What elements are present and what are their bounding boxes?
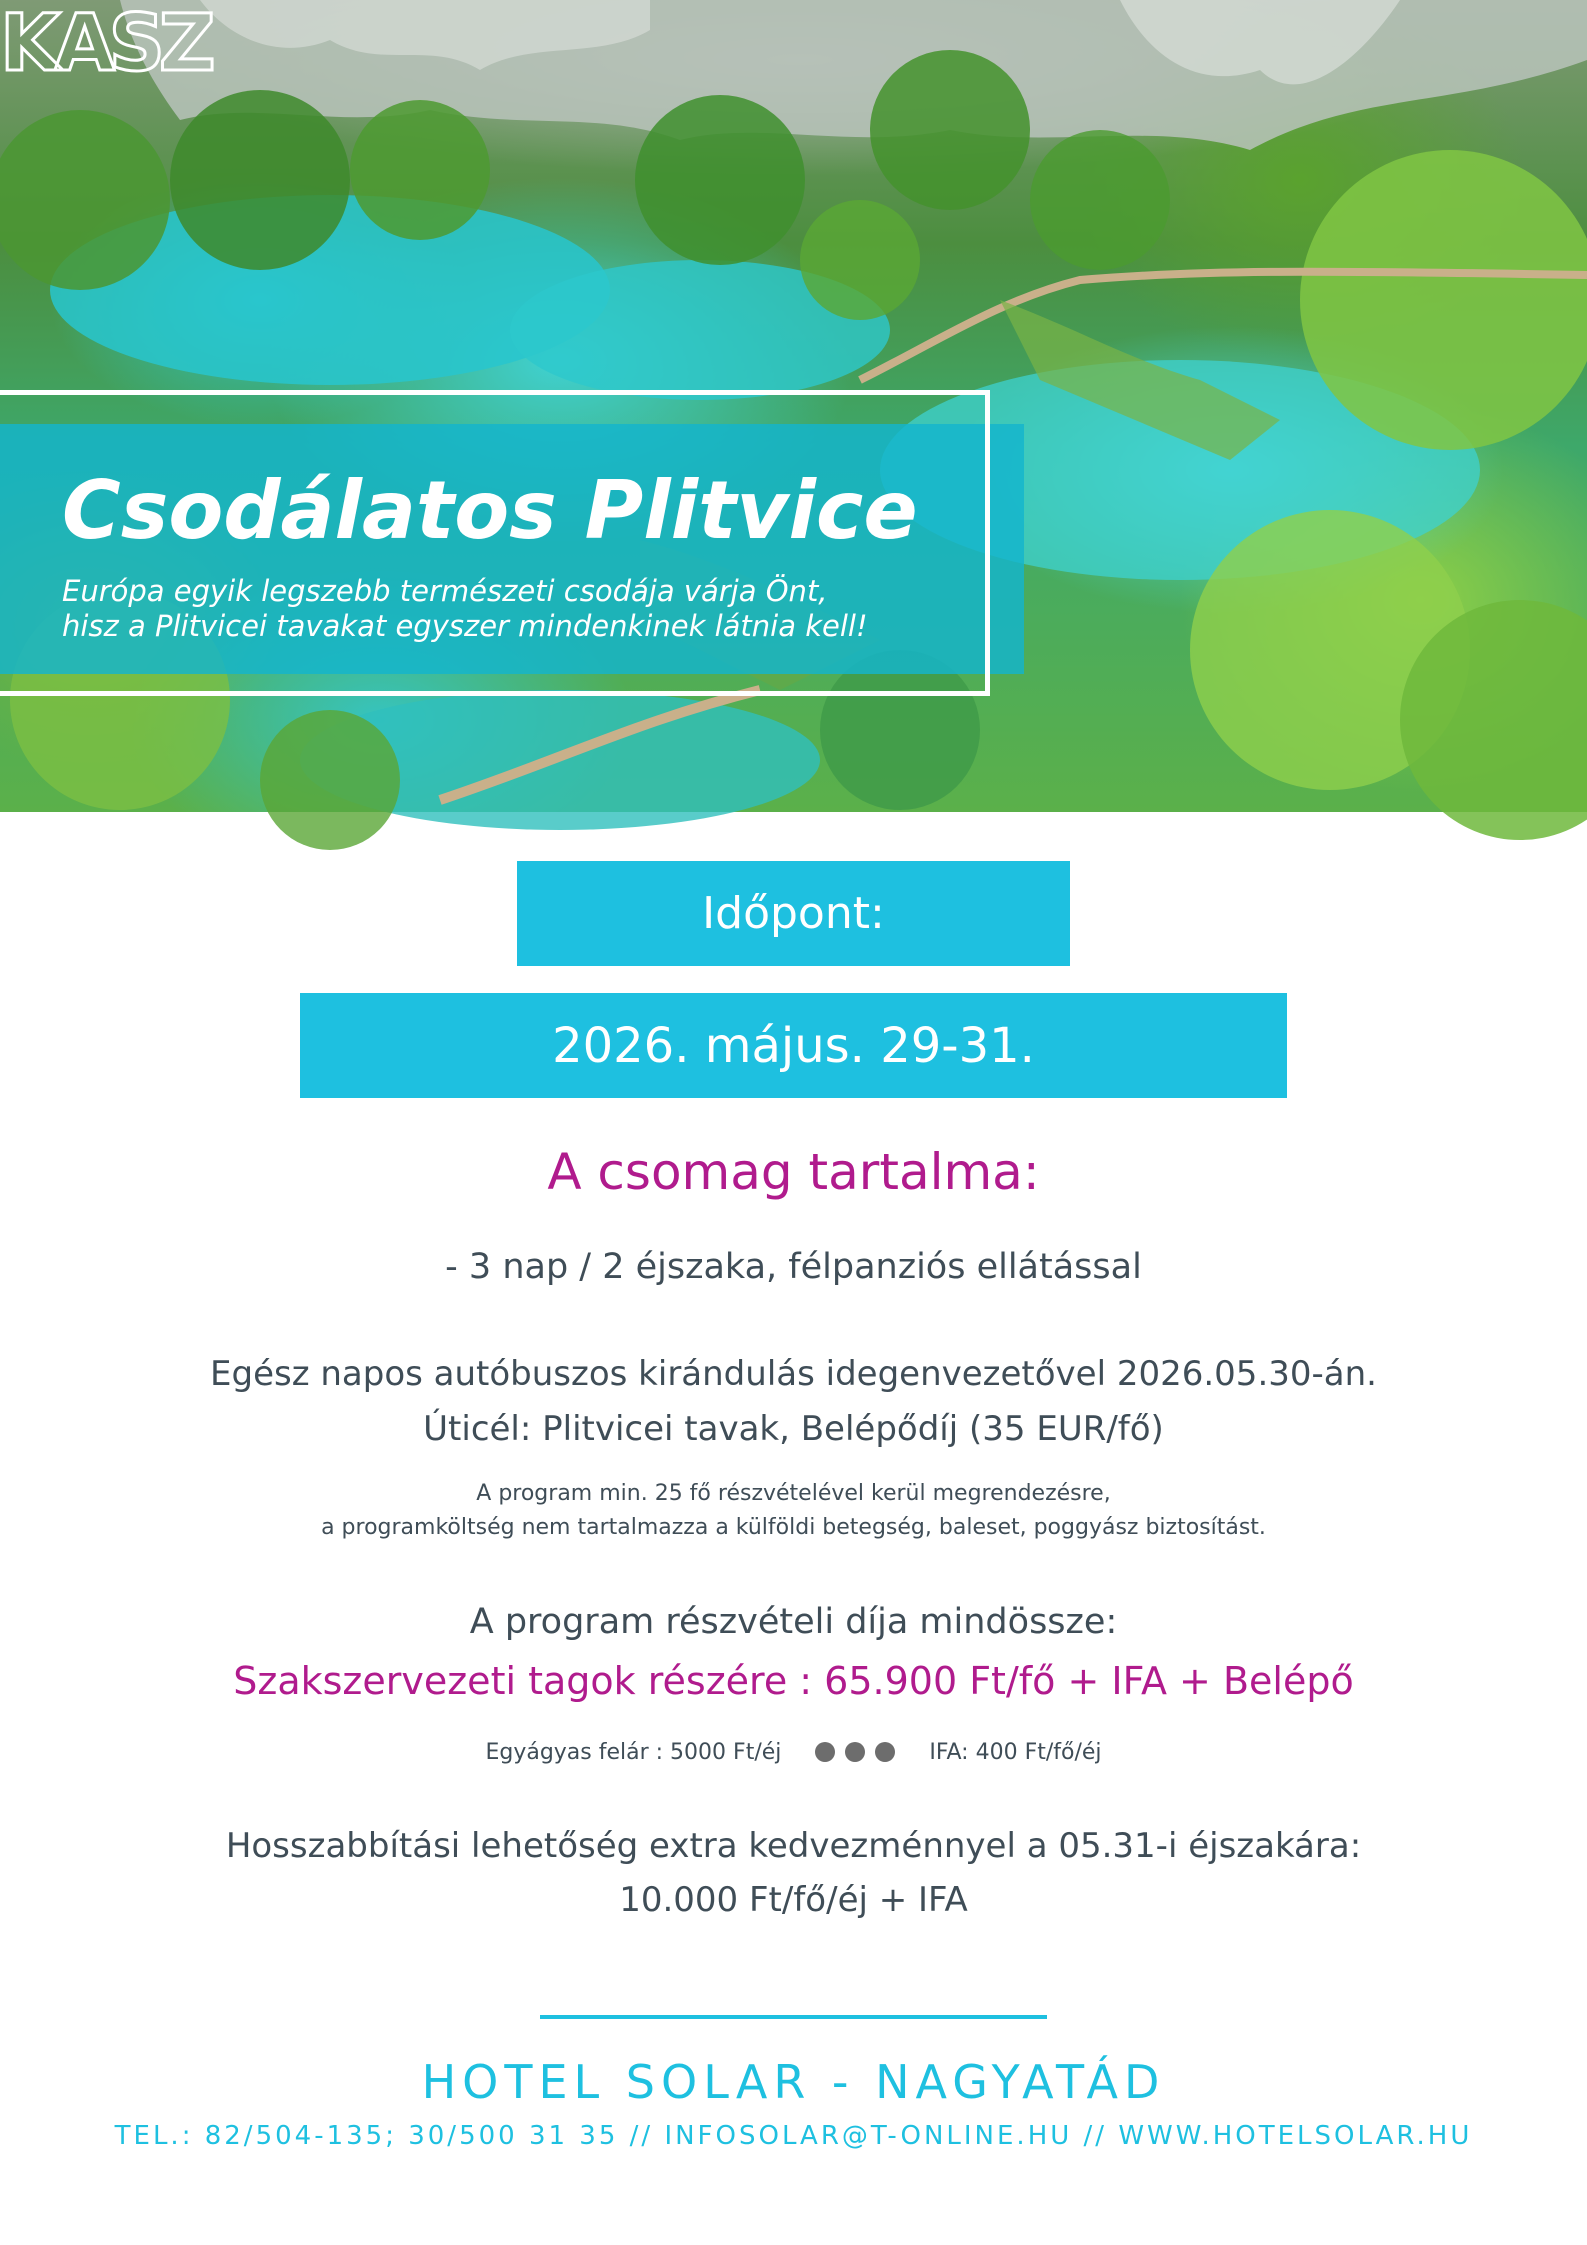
hero-subtitle-line: hisz a Plitvicei tavakat egyszer mindenkinek látnia kell! <box>62 609 868 643</box>
contact-info: TEL.: 82/504-135; 30/500 31 35 // INFOSOLAR@T-ONLINE.HU // WWW.HOTELSOLAR.HU <box>114 2121 1473 2151</box>
separator-dots <box>815 1742 895 1762</box>
kasz-logo <box>0 0 210 89</box>
package-note-minimum: A program min. 25 fő részvételével kerül megrendezésre, <box>476 1481 1111 1506</box>
dot-icon <box>815 1742 835 1762</box>
package-note-insurance: a programköltség nem tartalmazza a külföldi betegség, baleset, poggyász biztosítást. <box>321 1515 1266 1540</box>
single-supplement: Egyágyas felár : 5000 Ft/éj <box>485 1739 782 1765</box>
package-line-stay: - 3 nap / 2 éjszaka, félpanziós ellátással <box>445 1247 1142 1287</box>
member-price: Szakszervezeti tagok részére : 65.900 Ft/fő + IFA + Belépő <box>233 1659 1354 1703</box>
extension-price: 10.000 Ft/fő/éj + IFA <box>619 1880 968 1920</box>
hero-subtitle-line: Európa egyik legszebb természeti csodája várja Önt, <box>62 574 828 608</box>
dot-icon <box>875 1742 895 1762</box>
package-line-destination: Úticél: Plitvicei tavak, Belépődíj (35 EUR/fő) <box>423 1409 1164 1449</box>
hero-subtitle <box>62 574 1022 644</box>
svg-text:KASZ: KASZ <box>0 0 210 89</box>
ifa-fee: IFA: 400 Ft/fő/éj <box>929 1739 1102 1765</box>
dot-icon <box>845 1742 865 1762</box>
package-line-excursion: Egész napos autóbuszos kirándulás idegenvezetővel 2026.05.30-án. <box>210 1354 1377 1394</box>
date-badge: 2026. május. 29-31. <box>300 993 1287 1098</box>
hero-image <box>0 0 1587 812</box>
extension-offer: Hosszabbítási lehetőség extra kedvezménnyel a 05.31-i éjszakára: <box>225 1826 1362 1866</box>
price-intro: A program részvételi díja mindössze: <box>469 1602 1118 1642</box>
date-label-badge: Időpont: <box>517 861 1070 966</box>
package-heading: A csomag tartalma: <box>547 1143 1040 1201</box>
extra-fees-row <box>0 1736 1587 1768</box>
hotel-name: HOTEL SOLAR - NAGYATÁD <box>421 2055 1166 2109</box>
footer-divider <box>540 2015 1047 2019</box>
hero-title: Csodálatos Plitvice <box>62 464 918 557</box>
